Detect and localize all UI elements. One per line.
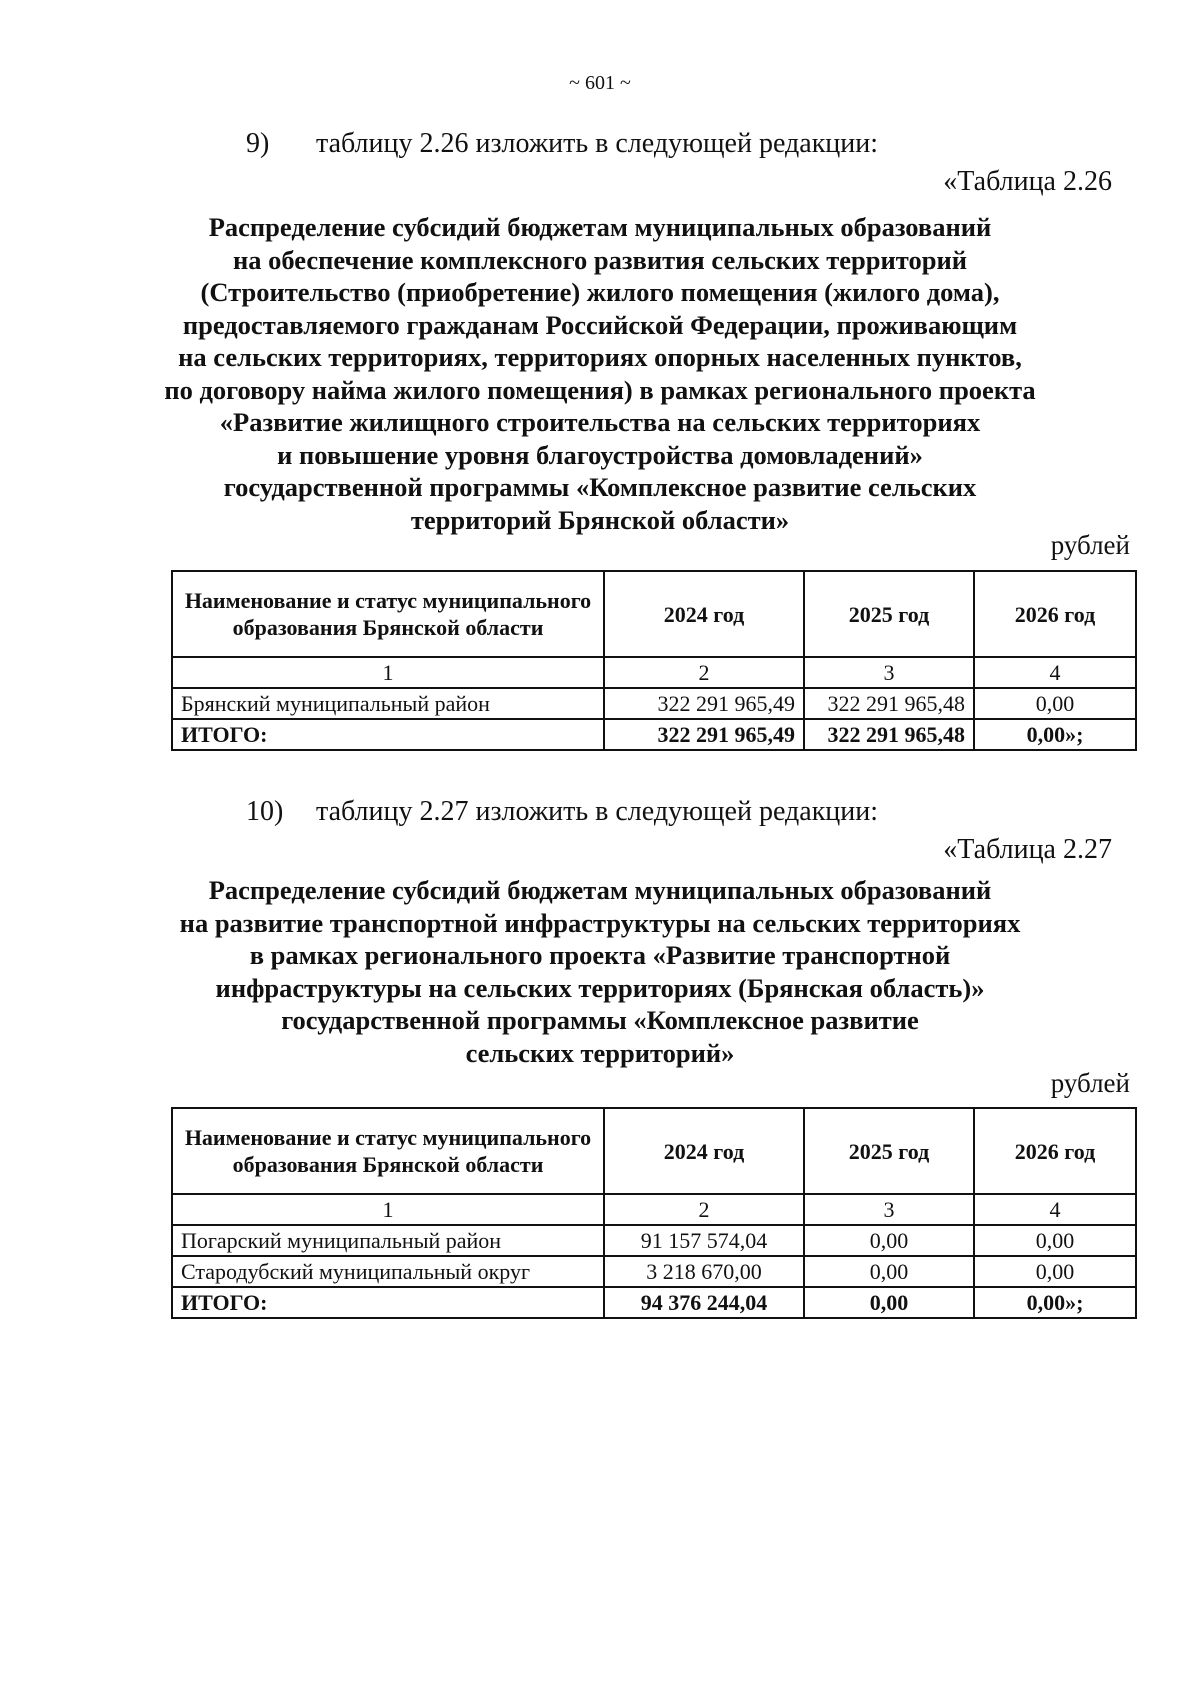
header-name: Наименование и статус муниципального образования Брянской области — [172, 1108, 604, 1194]
table-label: «Таблица 2.26 — [943, 166, 1112, 197]
amendment-item-10 — [246, 796, 878, 828]
title-line: Распределение субсидий бюджетам муниципальных образований — [208, 875, 992, 905]
title-line: на обеспечение комплексного развития сельских территорий — [233, 244, 967, 275]
column-number: 3 — [804, 657, 974, 688]
amount-2025: 0,00 — [804, 1256, 974, 1287]
total-2025: 0,00 — [804, 1287, 974, 1318]
header-2024: 2024 год — [604, 1108, 804, 1194]
title-line: на развитие транспортной инфраструктуры на сельских территориях — [179, 907, 1021, 938]
item-number: 9) — [246, 128, 270, 159]
amendment-item-9 — [246, 128, 878, 160]
units-label: рублей — [1050, 1068, 1130, 1098]
total-row — [172, 719, 1136, 750]
amount-2025: 0,00 — [804, 1225, 974, 1256]
header-2025: 2025 год — [804, 571, 974, 657]
total-2024: 94 376 244,04 — [604, 1287, 804, 1318]
column-number: 1 — [172, 657, 604, 688]
column-number: 2 — [604, 1194, 804, 1225]
table-label: «Таблица 2.27 — [943, 834, 1112, 865]
header-2026: 2026 год — [974, 571, 1136, 657]
amount-2026: 0,00 — [974, 688, 1136, 719]
item-number: 10) — [246, 796, 284, 827]
table-row — [172, 1256, 1136, 1287]
amount-2025: 322 291 965,48 — [804, 688, 974, 719]
page-number: ~ 601 ~ — [569, 72, 631, 94]
title-line: государственной программы «Комплексное развитие сельских — [223, 472, 977, 502]
title-line: по договору найма жилого помещения) в рамках регионального проекта — [164, 374, 1036, 405]
title-line: (Строительство (приобретение) жилого помещения (жилого дома), — [200, 277, 1000, 307]
column-number-row — [172, 657, 1136, 688]
table-row — [172, 688, 1136, 719]
column-number: 4 — [974, 657, 1136, 688]
header-row — [172, 1108, 1136, 1194]
title-line: Распределение субсидий бюджетам муниципальных образований — [208, 212, 992, 242]
total-label: ИТОГО: — [172, 1287, 604, 1318]
municipality-name: Погарский муниципальный район — [172, 1225, 604, 1256]
total-2024: 322 291 965,49 — [604, 719, 804, 750]
total-row — [172, 1287, 1136, 1318]
subsidy-table-2-26 — [171, 570, 1137, 751]
title-line: и повышение уровня благоустройства домовладений» — [277, 439, 923, 470]
header-name: Наименование и статус муниципального образования Брянской области — [172, 571, 604, 657]
title-line: «Развитие жилищного строительства на сельских территориях — [219, 407, 981, 437]
header-2024: 2024 год — [604, 571, 804, 657]
header-2026: 2026 год — [974, 1108, 1136, 1194]
column-number-row — [172, 1194, 1136, 1225]
item-text: таблицу 2.27 изложить в следующей редакции: — [316, 796, 879, 827]
total-label: ИТОГО: — [172, 719, 604, 750]
table-title — [150, 874, 1050, 1069]
amount-2024: 322 291 965,49 — [604, 688, 804, 719]
title-line: на сельских территориях, территориях опорных населенных пунктов, — [178, 342, 1022, 372]
amount-2026: 0,00 — [974, 1225, 1136, 1256]
subsidy-table-2-27 — [171, 1107, 1137, 1319]
item-text: таблицу 2.26 изложить в следующей редакции: — [316, 128, 879, 159]
total-2025: 322 291 965,48 — [804, 719, 974, 750]
column-number: 1 — [172, 1194, 604, 1225]
municipality-name: Брянский муниципальный район — [172, 688, 604, 719]
title-line: территорий Брянской области» — [410, 504, 790, 535]
title-line: государственной программы «Комплексное развитие — [281, 1005, 919, 1035]
table-row — [172, 1225, 1136, 1256]
title-line: сельских территорий» — [465, 1037, 735, 1068]
title-line: в рамках регионального проекта «Развитие транспортной — [249, 940, 951, 970]
header-row — [172, 571, 1136, 657]
total-2026: 0,00»; — [974, 1287, 1136, 1318]
municipality-name: Стародубский муниципальный округ — [172, 1256, 604, 1287]
header-2025: 2025 год — [804, 1108, 974, 1194]
amount-2026: 0,00 — [974, 1256, 1136, 1287]
title-line: инфраструктуры на сельских территориях (Брянская область)» — [215, 972, 985, 1003]
column-number: 2 — [604, 657, 804, 688]
amount-2024: 91 157 574,04 — [604, 1225, 804, 1256]
title-line: предоставляемого гражданам Российской Федерации, проживающим — [182, 309, 1018, 340]
total-2026: 0,00»; — [974, 719, 1136, 750]
table-title — [150, 211, 1050, 536]
column-number: 3 — [804, 1194, 974, 1225]
amount-2024: 3 218 670,00 — [604, 1256, 804, 1287]
column-number: 4 — [974, 1194, 1136, 1225]
units-label: рублей — [1050, 530, 1130, 560]
